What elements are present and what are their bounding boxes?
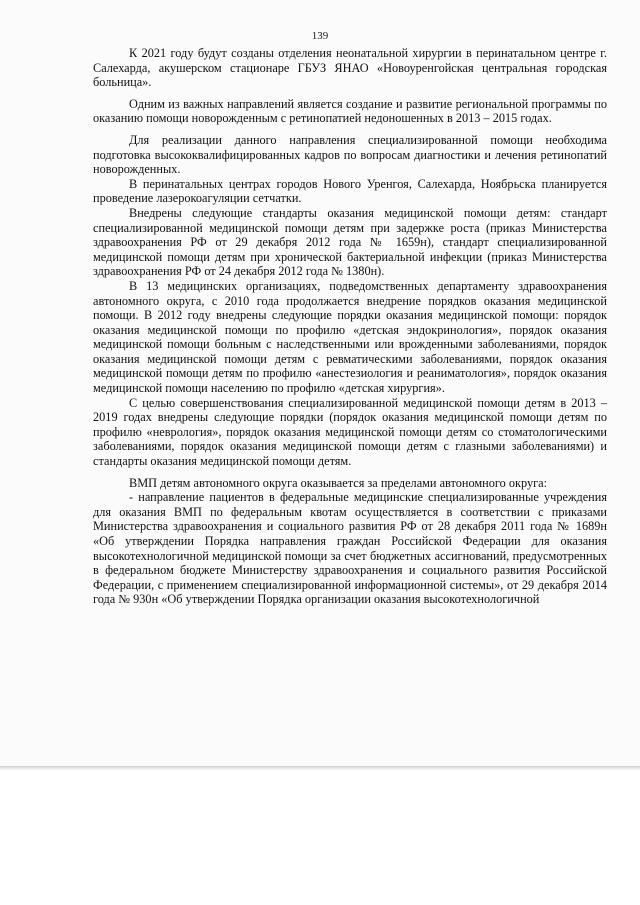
paragraph: Внедрены следующие стандарты оказания медицинской помощи детям: стандарт специализированной медицинской помощи детям при задержке роста (приказ Министерства здравоохранения РФ от 29 декабря 2012 года № 1659н), стандарт специализированной медицинской помощи детям при хронической бактериальной инфекции (приказ Министерства здравоохранения РФ от 24 декабря 2012 года № 1380н). xyxy=(93,205,607,279)
paragraph: В перинатальных центрах городов Нового Уренгоя, Салехарда, Ноябрьска планируется проведение лазерокоагуляции сетчатки. xyxy=(93,176,607,206)
paragraph: С целью совершенствования специализированной медицинской помощи детям в 2013 – 2019 годах внедрены следующие порядки (порядок оказания медицинской помощи детям по профилю «неврология», порядок оказания медицинской помощи детям со стоматологическими заболеваниями, порядок оказания медицинской помощи детям с глазными заболеваниями) и стандарты оказания медицинской помощи детям. xyxy=(93,395,607,469)
paragraph: Одним из важных направлений является создание и развитие региональной программы по оказанию помощи новорожденным с ретинопатией недоношенных в 2013 – 2015 годах. xyxy=(93,96,607,126)
paragraph: - направление пациентов в федеральные медицинские специализированные учреждения для оказания ВМП по федеральным квотам осуществляется в соответствии с приказами Министерства здравоохранения и социального развития РФ от 28 декабря 2011 года № 1689н «Об утверждении Порядка направления граждан Российской Федерации для оказания высокотехнологичной медицинской помощи за счет бюджетных ассигнований, предусмотренных в федеральном бюджете Министерству здравоохранения и социального развития Российской Федерации, с применением специализированной информационной системы», от 29 декабря 2014 года № 930н «Об утверждении Порядка организации оказания высокотехнологичной xyxy=(93,490,607,607)
paragraph: В 13 медицинских организациях, подведомственных департаменту здравоохранения автономного округа, с 2010 года продолжается внедрение порядков оказания медицинской помощи. В 2012 году внедрены следующие порядки оказания медицинской помощи: порядок оказания медицинской помощи по профилю «детская эндокринология», порядок оказания медицинской помощи больным с наследственными или врожденными заболеваниями, порядок оказания медицинской помощи детям с ревматическими заболеваниями, порядок оказания медицинской помощи детям по профилю «анестезиология и реаниматология», порядок оказания медицинской помощи населению по профилю «детская хирургия». xyxy=(93,278,607,396)
paragraph: ВМП детям автономного округа оказывается за пределами автономного округа: xyxy=(129,475,548,490)
page-number: 139 xyxy=(311,30,329,42)
body-text xyxy=(93,46,607,607)
page-edge xyxy=(0,766,640,770)
paragraph: К 2021 году будут созданы отделения неонатальной хирургии в перинатальном центре г. Салехарда, акушерском стационаре ГБУЗ ЯНАО «Новоуренгойская центральная городская больница». xyxy=(93,46,607,90)
paragraph: Для реализации данного направления специализированной помощи необходима подготовка высококвалифицированных кадров по вопросам диагностики и лечения ретинопатий новорожденных. xyxy=(93,132,607,177)
